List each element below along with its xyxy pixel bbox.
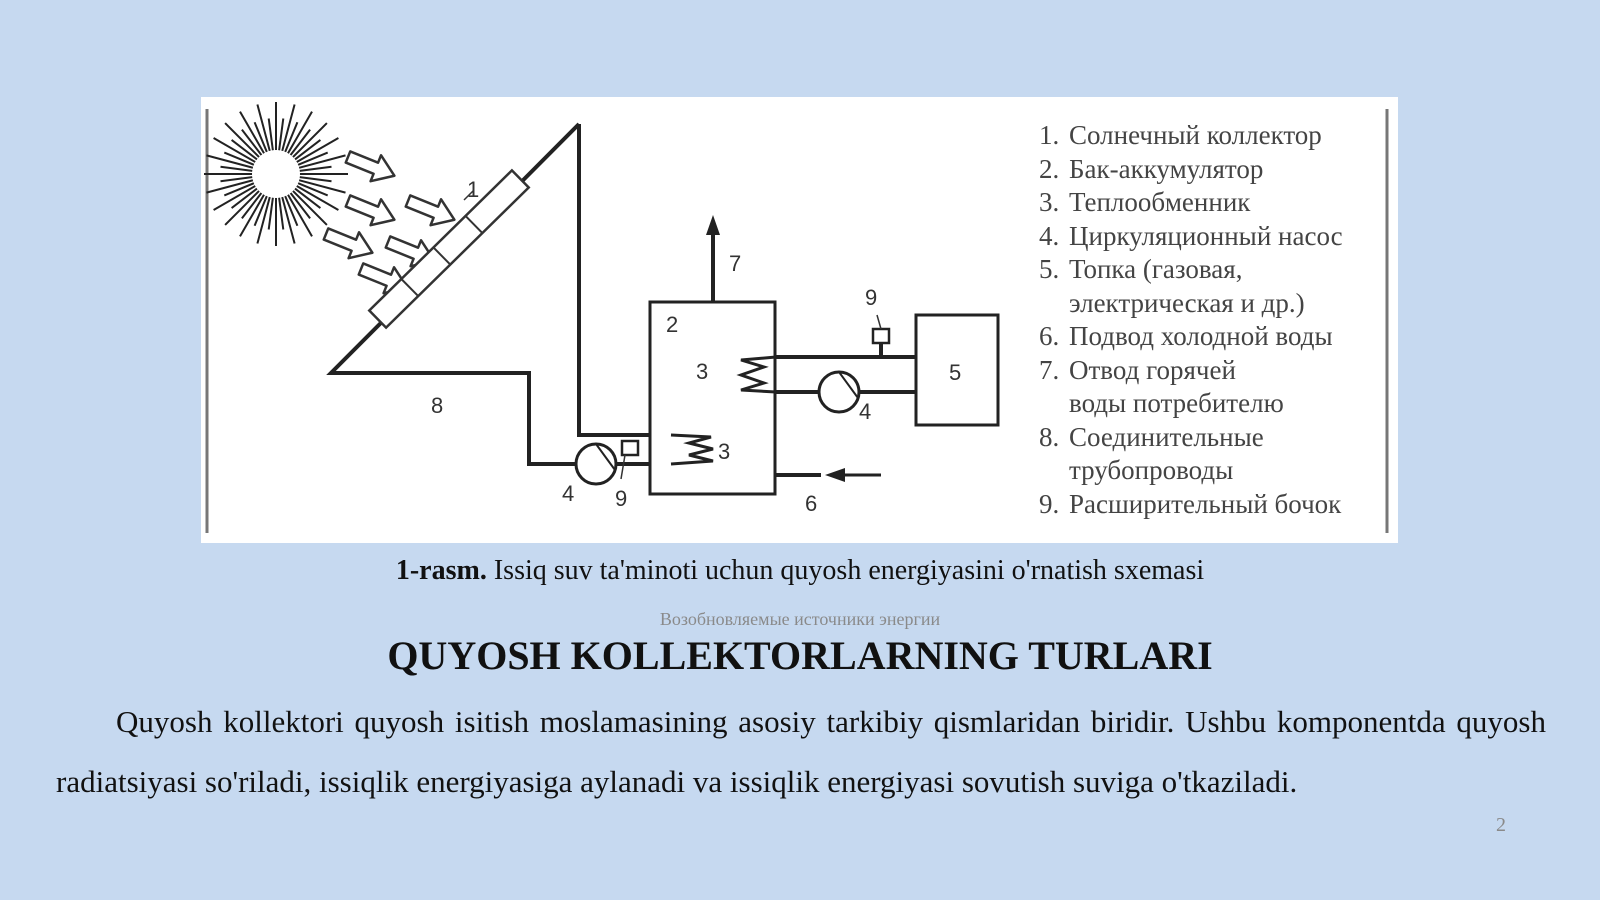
label-pipes: 8 <box>431 393 444 418</box>
solar-system-figure <box>201 97 1398 543</box>
label-exchanger-lower: 3 <box>718 439 731 464</box>
label-pump-lower: 4 <box>562 481 575 506</box>
expansion-tank-upper <box>873 329 889 343</box>
circulation-pump-lower <box>576 444 616 484</box>
hot-water-outlet-arrow <box>706 215 720 235</box>
figure-caption <box>0 555 1600 587</box>
caption-label: 1-rasm. <box>395 555 487 586</box>
label-tank: 2 <box>666 312 679 337</box>
legend-item: 7. Отвод горячей <box>1039 354 1236 385</box>
label-exchanger-upper: 3 <box>696 359 709 384</box>
circulation-pump-right <box>819 372 859 412</box>
caption-text: Issiq suv ta'minoti uchun quyosh energiyasini o'rnatish sxemasi <box>486 555 1205 586</box>
label-expansion-lower: 9 <box>615 486 628 511</box>
label-furnace: 5 <box>949 360 962 385</box>
legend-item: 5. Топка (газовая, <box>1039 254 1243 284</box>
body-paragraph: Quyosh kollektori quyosh isitish moslamasining asosiy tarkibiy qismlaridan biridir. Ushbu komponentda quyosh radiatsiyasi so'riladi, issiqlik energiyasiga aylanadi va issiqlik energiyasi sovutish suviga o'tkaziladi. <box>56 704 1546 799</box>
sun-icon <box>204 102 348 246</box>
legend-item: 9. Расширительный бочок <box>1039 488 1342 519</box>
legend-item: 1. Солнечный коллектор <box>1039 120 1322 150</box>
legend-item: 6. Подвод холодной воды <box>1039 321 1333 351</box>
label-expansion-upper: 9 <box>865 285 878 310</box>
legend-item: 8. Соединительные <box>1039 421 1264 452</box>
expansion-tank-lower <box>622 441 638 455</box>
label-collector: 1 <box>467 177 480 202</box>
label-hot-water: 7 <box>729 251 742 276</box>
section-heading: QUYOSH KOLLEKTORLARNING TURLARI <box>387 633 1213 678</box>
legend-item: 2. Бак-аккумулятор <box>1039 153 1264 184</box>
figure-legend <box>1039 119 1343 521</box>
cold-water-inlet-arrow <box>825 468 881 482</box>
connecting-pipes <box>331 124 916 475</box>
watermark-text: Возобновляемые источники энергии <box>659 609 941 629</box>
label-pump-right: 4 <box>859 399 872 424</box>
legend-item-continuation: трубопроводы <box>1069 455 1234 485</box>
legend-item-continuation: электрическая и др.) <box>1069 287 1305 318</box>
page-number: 2 <box>1496 814 1506 836</box>
label-cold-water: 6 <box>805 491 818 516</box>
legend-item: 4. Циркуляционный насос <box>1039 220 1343 251</box>
legend-item-continuation: воды потребителю <box>1069 388 1284 418</box>
legend-item: 3. Теплообменник <box>1039 187 1251 217</box>
